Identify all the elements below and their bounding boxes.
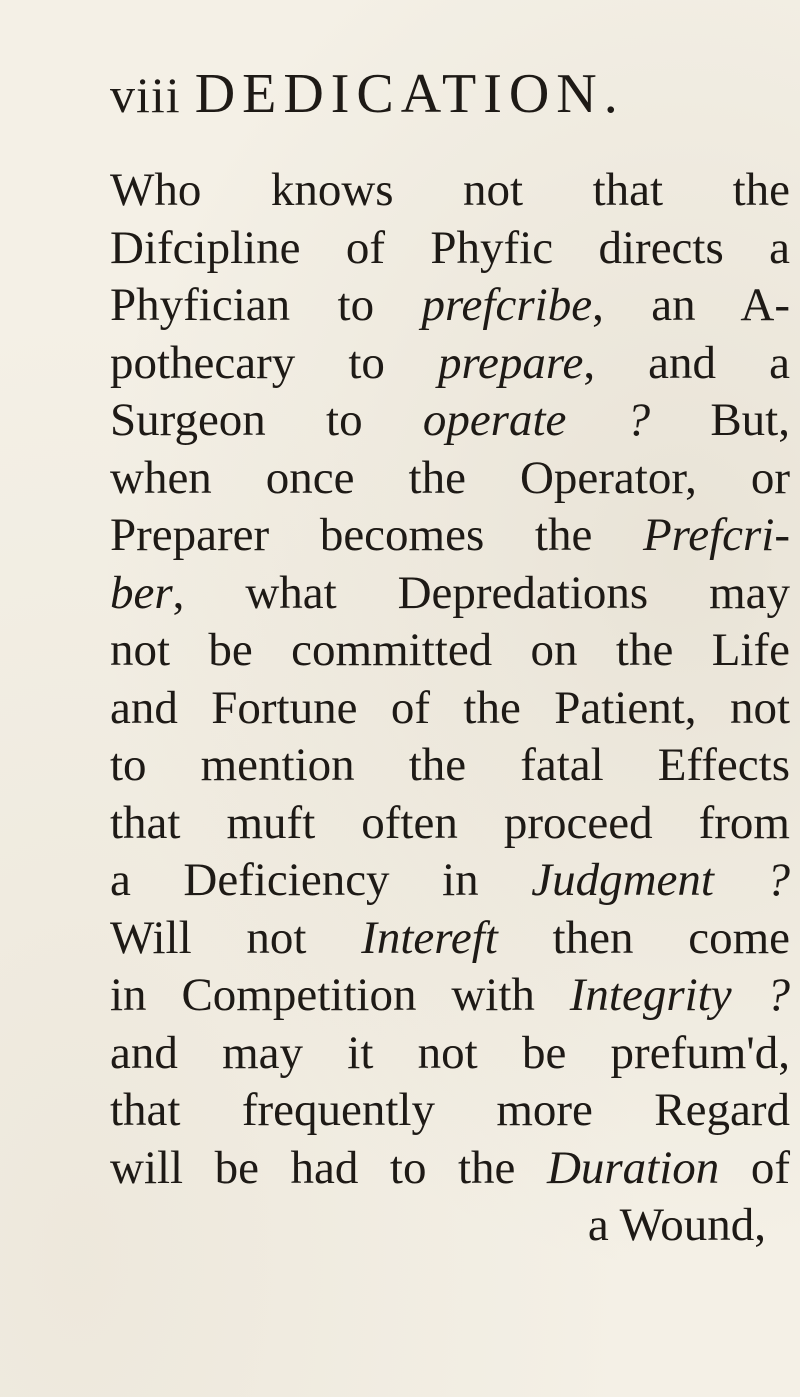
text-line: not be committed on the Life xyxy=(110,624,790,676)
italic-word: prepare xyxy=(438,336,584,389)
text-line-catchword: a Wound, xyxy=(587,1199,766,1251)
text-line: Difcipline of Phyfic directs a xyxy=(110,221,790,274)
running-head: DEDICATION. xyxy=(194,63,625,125)
text-line: a Deficiency in Judgment ? xyxy=(110,854,790,906)
text-line: pothecary to prepare, and a xyxy=(110,336,790,389)
italic-word: Prefcri- xyxy=(642,509,790,561)
text-line: will be had to the Duration of xyxy=(110,1141,790,1194)
text-line: ber, what Depredations may xyxy=(110,566,790,619)
italic-word: Duration xyxy=(546,1141,720,1194)
italic-word: Intereft xyxy=(361,911,498,964)
text-line: Surgeon to operate ? But, xyxy=(110,394,790,446)
text-line: that muft often proceed from xyxy=(110,796,790,849)
page-number: viii xyxy=(110,67,181,123)
text-line: that frequently more Regard xyxy=(110,1084,790,1136)
italic-word: Integrity ? xyxy=(569,969,790,1021)
text-line: in Competition with Integrity ? xyxy=(110,969,790,1021)
text-line: to mention the fatal Effects xyxy=(110,739,790,791)
text-line: Will not Intereft then come xyxy=(110,911,791,964)
page-header xyxy=(110,62,625,132)
italic-word: prefcribe xyxy=(421,279,593,331)
text-line: and may it not be prefum'd, xyxy=(110,1026,790,1079)
text-line: Phyfician to prefcribe, an A- xyxy=(110,279,790,331)
italic-word: operate ? xyxy=(422,394,651,446)
body-text xyxy=(110,162,790,1255)
italic-word: ber xyxy=(110,566,173,619)
text-line: Who knows not that the xyxy=(110,164,790,216)
italic-word: Judgment ? xyxy=(531,854,790,906)
text-line: when once the Operator, or xyxy=(110,451,790,504)
text-line: and Fortune of the Patient, not xyxy=(110,681,790,734)
text-line: Preparer becomes the Prefcri- xyxy=(110,509,790,561)
